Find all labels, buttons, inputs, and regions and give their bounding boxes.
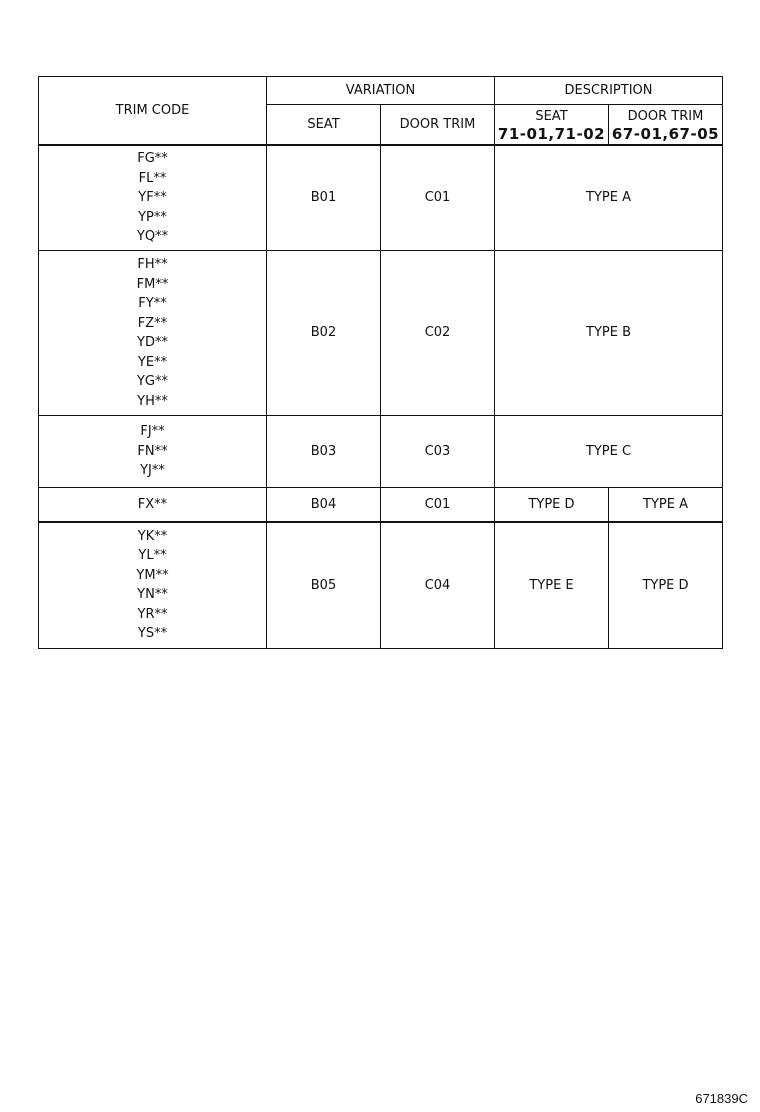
trim-code: FY**	[138, 296, 167, 311]
trim-code: YN**	[137, 587, 168, 603]
variation-seat-cell: B04	[267, 488, 381, 522]
header-variation-door-trim: DOOR TRIM	[381, 105, 495, 145]
table-row	[39, 145, 723, 251]
variation-door-trim-cell: C04	[381, 522, 495, 649]
description-door-trim-cell: TYPE D	[609, 522, 723, 649]
variation-door-trim-cell: C01	[381, 145, 495, 251]
description-seat-cell: TYPE D	[495, 488, 609, 522]
header-description: DESCRIPTION	[495, 77, 723, 105]
description-seat-cell: TYPE E	[495, 522, 609, 649]
trim-code: YF**	[138, 190, 167, 205]
trim-code: FH**	[137, 257, 168, 272]
trim-codes-cell	[39, 416, 267, 488]
description-cell: TYPE B	[495, 251, 723, 416]
header-description-door-trim	[609, 105, 723, 145]
trim-codes-cell	[39, 522, 267, 649]
header-description-seat	[495, 105, 609, 145]
header-variation: VARIATION	[267, 77, 495, 105]
trim-code: YL**	[138, 548, 167, 564]
variation-seat-cell: B03	[267, 416, 381, 488]
trim-code: YM**	[136, 567, 169, 583]
trim-codes-cell	[39, 488, 267, 522]
table-row	[39, 251, 723, 416]
table-row	[39, 522, 723, 649]
figure-id: 671839C	[695, 1091, 748, 1106]
trim-code: FJ**	[140, 424, 165, 440]
trim-code: YQ**	[136, 229, 169, 244]
table-row	[39, 488, 723, 522]
trim-code: FG**	[137, 151, 168, 166]
trim-code: YG**	[136, 374, 168, 389]
variation-seat-cell: B01	[267, 145, 381, 251]
variation-door-trim-cell: C01	[381, 488, 495, 522]
trim-code: FL**	[138, 170, 167, 186]
trim-codes-cell	[39, 251, 267, 416]
header-trim-code: TRIM CODE	[39, 77, 267, 145]
trim-code: FN**	[137, 443, 168, 459]
description-seat-label: SEAT	[535, 108, 568, 124]
trim-code: YD**	[137, 335, 168, 350]
description-door-trim-cell: TYPE A	[609, 488, 723, 522]
header-row	[39, 77, 723, 105]
variation-seat-cell: B02	[267, 251, 381, 416]
trim-code: YE**	[137, 354, 168, 370]
trim-code: YJ**	[140, 463, 165, 479]
trim-code: YK**	[137, 528, 168, 544]
trim-code: FM**	[136, 276, 169, 292]
variation-door-trim-cell: C02	[381, 251, 495, 416]
variation-door-trim-cell: C03	[381, 416, 495, 488]
trim-code: FX**	[137, 496, 168, 512]
trim-code: FZ**	[137, 315, 168, 331]
header-variation-seat: SEAT	[267, 105, 381, 145]
trim-code: YH**	[137, 393, 168, 409]
description-door-trim-codes: 67-01,67-05	[611, 124, 720, 143]
variation-seat-cell: B05	[267, 522, 381, 649]
trim-code: YP**	[138, 209, 167, 225]
description-cell: TYPE C	[495, 416, 723, 488]
description-seat-codes: 71-01,71-02	[497, 124, 606, 143]
description-door-trim-label: DOOR TRIM	[627, 108, 704, 124]
trim-codes-cell	[39, 145, 267, 251]
description-cell: TYPE A	[495, 145, 723, 251]
trim-code: YS**	[137, 626, 168, 642]
trim-code: YR**	[137, 606, 168, 622]
table-row	[39, 416, 723, 488]
trim-code-table	[38, 76, 723, 649]
